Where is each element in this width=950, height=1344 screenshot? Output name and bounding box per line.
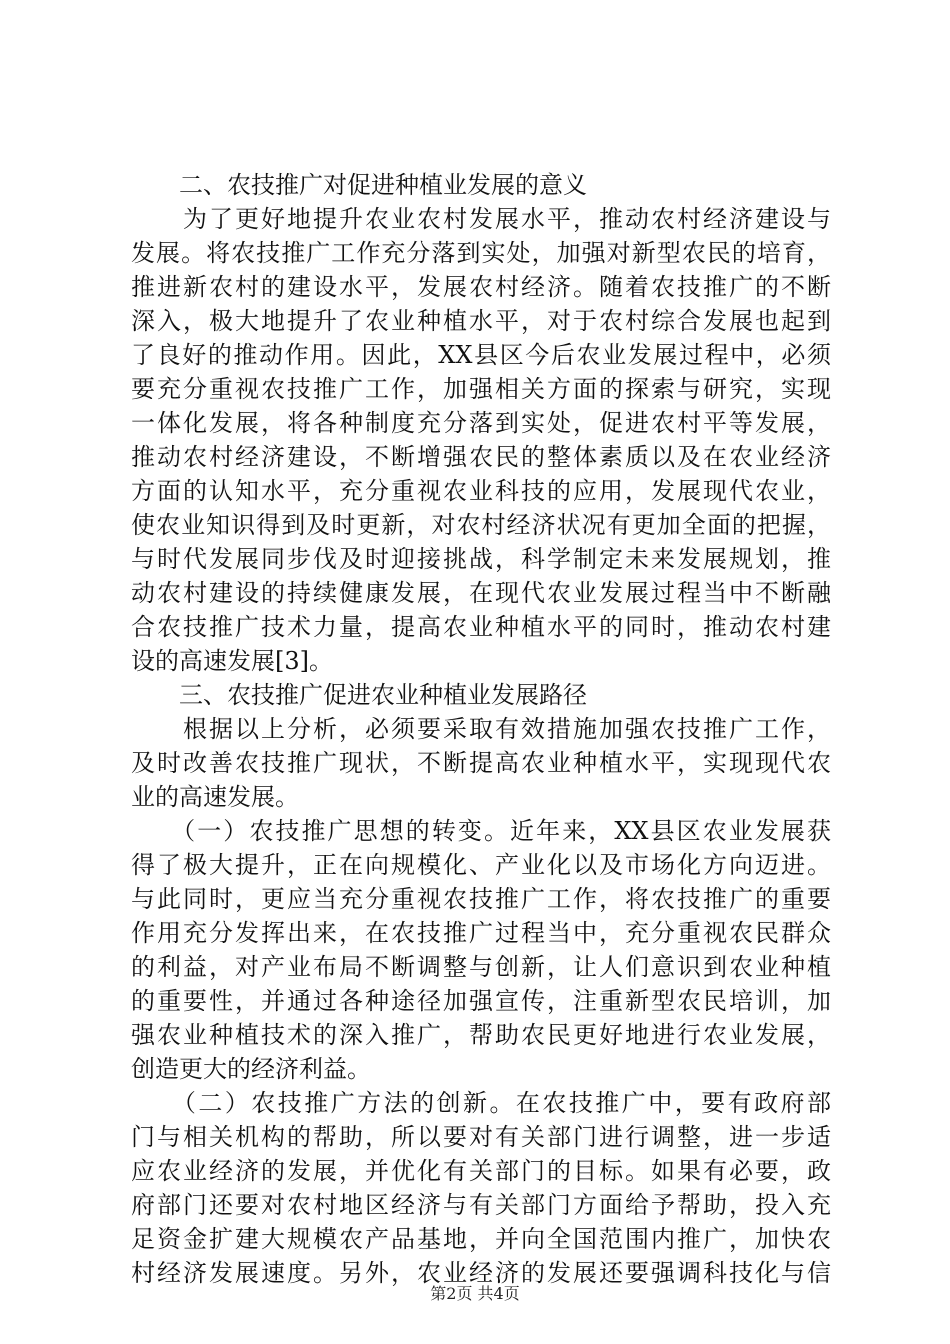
text-line: 使农业知识得到及时更新，对农村经济状况有更加全面的把握， bbox=[131, 511, 831, 539]
page-footer: 第2页 共4页 bbox=[430, 1284, 520, 1303]
text-line: 得了极大提升，正在向规模化、产业化以及市场化方向迈进。 bbox=[131, 851, 831, 879]
text-line: （一）农技推广思想的转变。近年来，XX县区农业发展获 bbox=[131, 817, 831, 845]
text-line: 作用充分发挥出来，在农技推广过程当中，充分重视农民群众 bbox=[131, 919, 831, 947]
text-line: 深入，极大地提升了农业种植水平，对于农村综合发展也起到 bbox=[131, 307, 831, 335]
text-line: 发展。将农技推广工作充分落到实处，加强对新型农民的培育， bbox=[131, 239, 831, 267]
text-line: 推动农村经济建设，不断增强农民的整体素质以及在农业经济 bbox=[131, 443, 831, 471]
document-body bbox=[131, 168, 831, 1290]
text-line: 业的高速发展。 bbox=[131, 783, 299, 811]
text-line: 一体化发展，将各种制度充分落到实处，促进农村平等发展， bbox=[131, 409, 831, 437]
text-line: 门与相关机构的帮助，所以要对有关部门进行调整，进一步适 bbox=[131, 1123, 831, 1151]
text-line: 足资金扩建大规模农产品基地，并向全国范围内推广，加快农 bbox=[131, 1225, 831, 1253]
text-line: 的重要性，并通过各种途径加强宣传，注重新型农民培训，加 bbox=[131, 987, 831, 1015]
text-line: 强农业种植技术的深入推广，帮助农民更好地进行农业发展， bbox=[131, 1021, 831, 1049]
text-line: 府部门还要对农村地区经济与有关部门方面给予帮助，投入充 bbox=[131, 1191, 831, 1219]
text-line: 与此同时，更应当充分重视农技推广工作，将农技推广的重要 bbox=[131, 885, 831, 913]
text-line: 为了更好地提升农业农村发展水平，推动农村经济建设与 bbox=[131, 205, 831, 233]
text-line: 及时改善农技推广现状，不断提高农业种植水平，实现现代农 bbox=[131, 749, 831, 777]
text-line: 合农技推广技术力量，提高农业种植水平的同时，推动农村建 bbox=[131, 613, 831, 641]
text-line: 村经济发展速度。另外，农业经济的发展还要强调科技化与信 bbox=[131, 1259, 831, 1287]
text-line: 三、农技推广促进农业种植业发展路径 bbox=[131, 681, 587, 709]
text-line: 创造更大的经济利益。 bbox=[131, 1055, 371, 1083]
text-line: 了良好的推动作用。因此，XX县区今后农业发展过程中，必须 bbox=[131, 341, 831, 369]
text-line: 应农业经济的发展，并优化有关部门的目标。如果有必要，政 bbox=[131, 1157, 831, 1185]
text-line: 二、农技推广对促进种植业发展的意义 bbox=[131, 171, 587, 199]
text-line: （二）农技推广方法的创新。在农技推广中，要有政府部 bbox=[131, 1089, 831, 1117]
text-line: 方面的认知水平，充分重视农业科技的应用，发展现代农业， bbox=[131, 477, 831, 505]
text-line: 推进新农村的建设水平，发展农村经济。随着农技推广的不断 bbox=[131, 273, 831, 301]
text-line: 根据以上分析，必须要采取有效措施加强农技推广工作， bbox=[131, 715, 831, 743]
text-line: 设的高速发展[3]。 bbox=[131, 647, 333, 675]
text-line: 的利益，对产业布局不断调整与创新，让人们意识到农业种植 bbox=[131, 953, 831, 981]
text-line: 要充分重视农技推广工作，加强相关方面的探索与研究，实现 bbox=[131, 375, 831, 403]
text-line: 与时代发展同步伐及时迎接挑战，科学制定未来发展规划，推 bbox=[131, 545, 831, 573]
text-line: 动农村建设的持续健康发展，在现代农业发展过程当中不断融 bbox=[131, 579, 831, 607]
